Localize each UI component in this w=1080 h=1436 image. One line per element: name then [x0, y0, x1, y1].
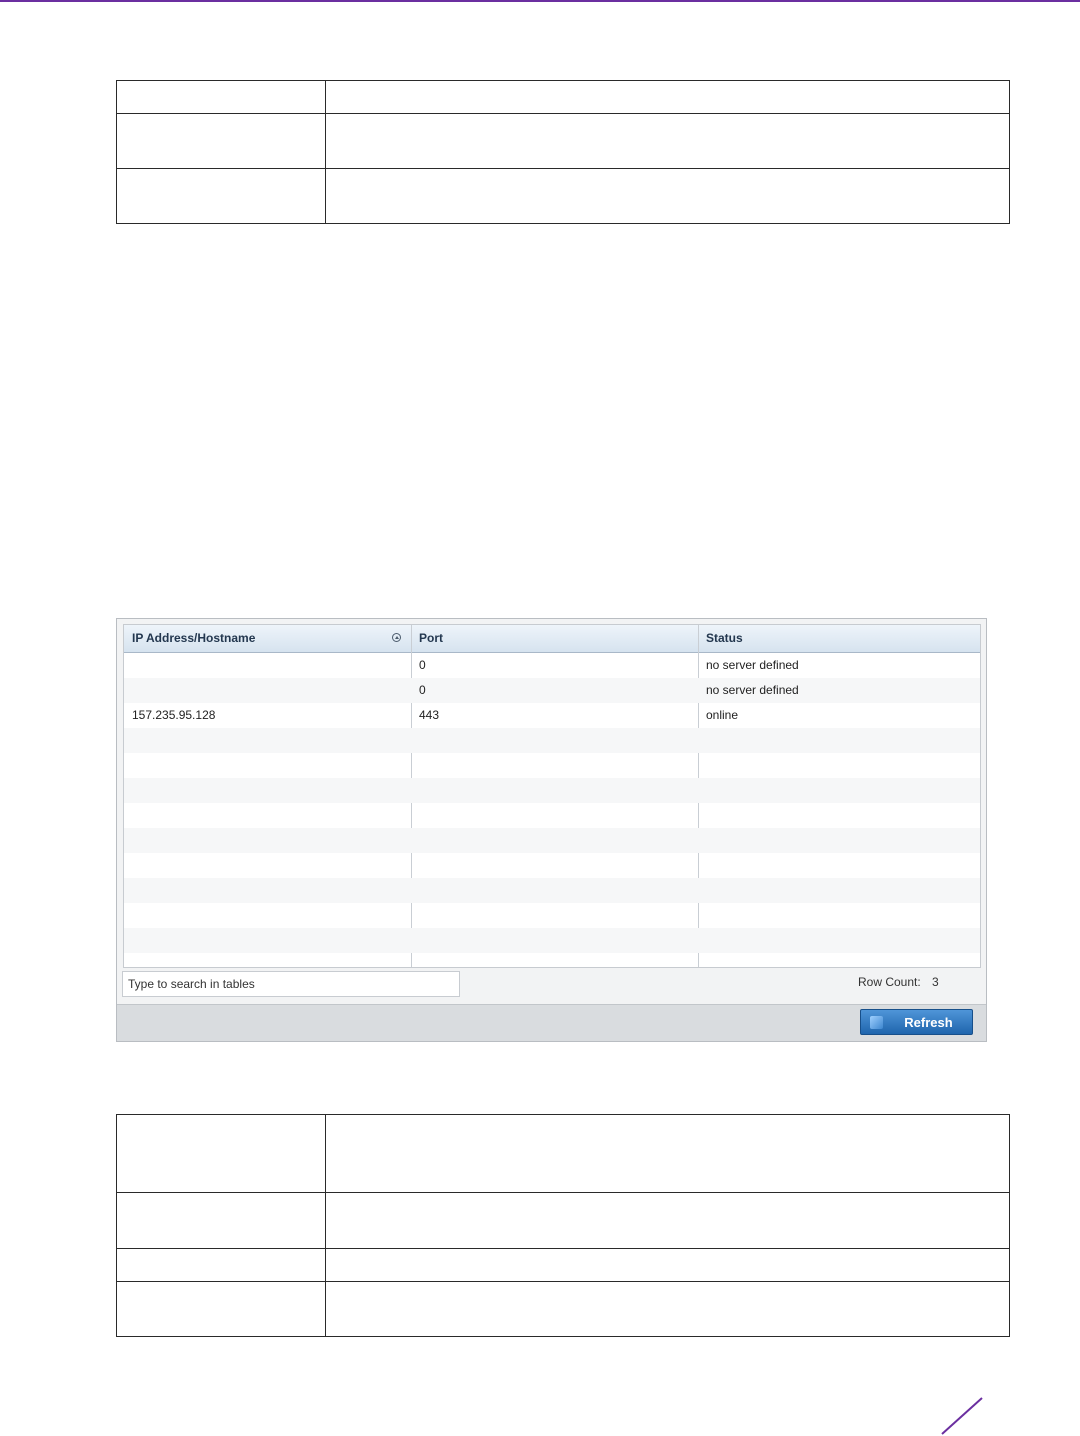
doc-table-cell — [326, 1282, 1010, 1337]
refresh-label: Refresh — [904, 1014, 953, 1030]
cell-port: 0 — [419, 658, 426, 672]
empty-row — [124, 753, 980, 778]
doc-table-cell — [326, 81, 1010, 114]
doc-table-row — [117, 1193, 1010, 1249]
server-table — [123, 624, 981, 968]
action-bar — [117, 1004, 986, 1041]
doc-table-cell — [117, 114, 326, 169]
doc-table-row — [117, 114, 1010, 169]
doc-table-row — [117, 1282, 1010, 1337]
doc-table-top — [116, 80, 1010, 224]
column-header-label: Port — [419, 631, 443, 645]
empty-row — [124, 878, 980, 903]
table-row[interactable] — [124, 653, 980, 678]
doc-table-row — [117, 81, 1010, 114]
column-header-ip-address[interactable] — [124, 625, 411, 652]
doc-table-cell — [117, 81, 326, 114]
doc-table-row — [117, 1115, 1010, 1193]
cell-port: 0 — [419, 683, 426, 697]
search-input[interactable] — [122, 971, 460, 997]
row-count-value: 3 — [932, 975, 939, 989]
row-count-label: Row Count: — [858, 975, 921, 989]
empty-row — [124, 853, 980, 878]
table-header — [124, 625, 980, 653]
doc-table-cell — [117, 169, 326, 224]
column-header-status[interactable] — [698, 625, 981, 652]
doc-table-cell — [326, 1249, 1010, 1282]
column-header-label: Status — [706, 631, 743, 645]
sort-ascending-icon[interactable] — [392, 633, 401, 642]
doc-table-cell — [117, 1193, 326, 1249]
empty-row — [124, 903, 980, 928]
cell-ip-address — [124, 653, 411, 678]
doc-table-cell — [117, 1115, 326, 1193]
doc-table-cell — [326, 114, 1010, 169]
row-count — [858, 975, 939, 989]
empty-row — [124, 778, 980, 803]
server-status-panel — [116, 618, 987, 1042]
cell-ip-address — [124, 678, 411, 703]
empty-row — [124, 728, 980, 753]
refresh-button[interactable] — [860, 1009, 973, 1035]
doc-table-cell — [117, 1282, 326, 1337]
page-top-rule — [0, 0, 1080, 2]
doc-table-row — [117, 169, 1010, 224]
doc-table-cell — [326, 1115, 1010, 1193]
cell-status: no server defined — [706, 683, 799, 697]
empty-row — [124, 828, 980, 853]
cell-port: 443 — [419, 708, 440, 722]
doc-table-cell — [326, 1193, 1010, 1249]
cell-status: online — [706, 708, 739, 722]
doc-table-cell — [326, 169, 1010, 224]
doc-table-row — [117, 1249, 1010, 1282]
table-row[interactable] — [124, 678, 980, 703]
cell-status: no server defined — [706, 658, 799, 672]
doc-table-bottom — [116, 1114, 1010, 1337]
column-header-port[interactable] — [411, 625, 698, 652]
refresh-icon — [870, 1016, 883, 1029]
column-header-label: IP Address/Hostname — [132, 631, 256, 645]
corner-slash-icon — [938, 1394, 990, 1436]
doc-table-cell — [117, 1249, 326, 1282]
cell-ip-address: 157.235.95.128 — [132, 708, 216, 722]
empty-row — [124, 803, 980, 828]
empty-row — [124, 928, 980, 953]
table-row[interactable] — [124, 703, 980, 728]
